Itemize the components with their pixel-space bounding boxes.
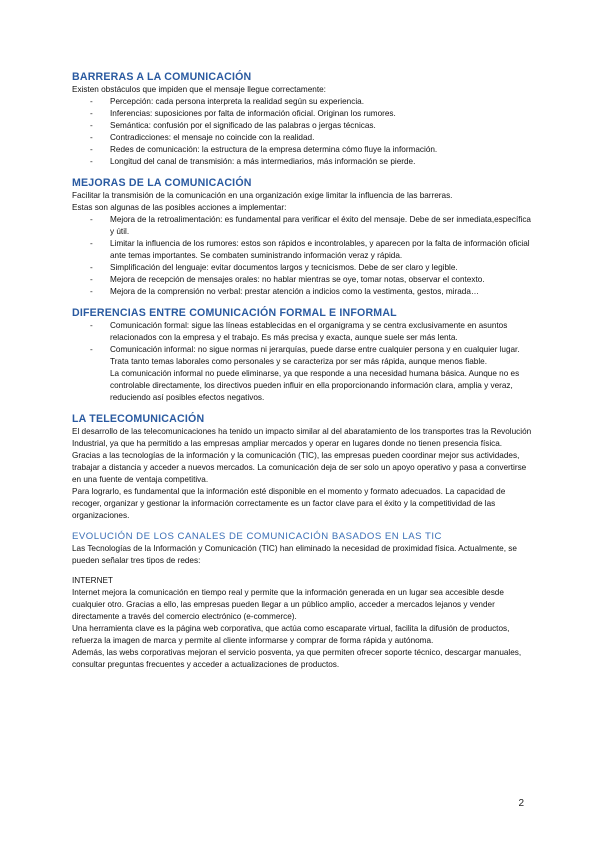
list-item: - Longitud del canal de transmisión: a más intermediarios, más información se pierde. <box>72 156 534 168</box>
list-item: - Contradicciones: el mensaje no coincide con la realidad. <box>72 132 534 144</box>
paragraph: Una herramienta clave es la página web corporativa, que actúa como escaparate virtual, facilita la difusión de productos, refuerza la imagen de marca y permite al cliente informarse y comprar de forma rápida y autónoma. <box>72 624 510 645</box>
section-title: BARRERAS A LA COMUNICACIÓN <box>72 71 252 83</box>
list-item: - Comunicación informal: no sigue normas ni jerarquías, puede darse entre cualquier persona y en cualquier lugar. Trata tanto temas laborales como personales y se caracteriza por ser más rápida, aunque menos fiable. <box>72 344 534 368</box>
section-title: MEJORAS DE LA COMUNICACIÓN <box>72 177 252 189</box>
section-title: DIFERENCIAS ENTRE COMUNICACIÓN FORMAL E INFORMAL <box>72 307 397 319</box>
paragraph: Internet mejora la comunicación en tiempo real y permite que la información generada en un lugar sea accesible desde cualquier otro. Gracias a ello, las empresas pueden llegar a un público amplio, acceder a mercados lejanos y vender directamente a través del comercio electrónico (e-commerce). <box>72 588 504 621</box>
page-number: 2 <box>518 798 524 809</box>
list-item: - Percepción: cada persona interpreta la realidad según su experiencia. <box>72 96 534 108</box>
section-telecomunicacion <box>72 412 534 522</box>
section-intro: Estas son algunas de las posibles acciones a implementar: <box>72 203 287 212</box>
section-barreras <box>72 70 534 168</box>
list-item: - Semántica: confusión por el significado de las palabras o jergas técnicas. <box>72 120 534 132</box>
list-item: - Simplificación del lenguaje: evitar documentos largos y tecnicismos. Debe de ser claro y legible. <box>72 262 534 274</box>
list-item: - Limitar la influencia de los rumores: estos son rápidos e incontrolables, y aparecen por la falta de información oficial ante temas importantes. Se combaten suministrando información veraz y rápida. <box>72 238 534 262</box>
section-diferencias <box>72 306 534 404</box>
section-evolucion <box>72 530 534 671</box>
paragraph: Para lograrlo, es fundamental que la información esté disponible en el momento y formato adecuados. La capacidad de recoger, organizar y gestionar la información correctamente es un factor clave para el éxito y la competitividad de las organizaciones. <box>72 487 506 520</box>
list-item: - Inferencias: suposiciones por falta de información oficial. Originan los rumores. <box>72 108 534 120</box>
paragraph: Las Tecnologías de la Información y Comunicación (TIC) han eliminado la necesidad de proximidad física. Actualmente, se pueden señalar tres tipos de redes: <box>72 544 517 565</box>
bullet-list <box>72 320 534 368</box>
list-item: - Redes de comunicación: la estructura de la empresa determina cómo fluye la información. <box>72 144 534 156</box>
list-item: - Mejora de recepción de mensajes orales: no hablar mientras se oye, tomar notas, observar el contexto. <box>72 274 534 286</box>
section-intro: Facilitar la transmisión de la comunicación en una organización exige limitar la influencia de las barreras. <box>72 191 453 200</box>
list-item: - Comunicación formal: sigue las líneas establecidas en el organigrama y se centra exclusivamente en asuntos relacionados con la empresa y el trabajo. Es más precisa y exacta, aunque suele ser más lenta. <box>72 320 534 344</box>
section-intro: Existen obstáculos que impiden que el mensaje llegue correctamente: <box>72 85 326 94</box>
internet-heading: INTERNET <box>72 576 113 585</box>
bullet-list <box>72 96 534 168</box>
document-page <box>72 70 534 679</box>
list-item: - Mejora de la comprensión no verbal: prestar atención a indicios como la vestimenta, gestos, mirada… <box>72 286 534 298</box>
paragraph: Además, las webs corporativas mejoran el servicio posventa, ya que permiten ofrecer soporte técnico, descargar manuales, consultar preguntas frecuentes y acceder a actualizaciones de productos. <box>72 648 522 669</box>
bullet-list <box>72 214 534 298</box>
list-item: - Mejora de la retroalimentación: es fundamental para verificar el éxito del mensaje. Debe de ser inmediata,específica y útil. <box>72 214 534 238</box>
section-title: LA TELECOMUNICACIÓN <box>72 413 205 425</box>
paragraph: El desarrollo de las telecomunicaciones ha tenido un impacto similar al del abaratamiento de los transportes tras la Revolución Industrial, ya que ha permitido a las empresas ampliar mercados y operar en lugares donde no tienen presencia física. <box>72 427 532 448</box>
paragraph: Gracias a las tecnologías de la información y la comunicación (TIC), las empresas pueden coordinar mejor sus actividades, trabajar a distancia y acceder a nuevos mercados. La comunicación deja de ser solo un apoyo operativo y pasa a convertirse en una fuente de ventaja competitiva. <box>72 451 527 484</box>
section-mejoras <box>72 176 534 298</box>
subsection-title: EVOLUCIÓN DE LOS CANALES DE COMUNICACIÓN BASADOS EN LAS TIC <box>72 531 442 542</box>
list-continuation: La comunicación informal no puede eliminarse, ya que responde a una necesidad humana básica. Aunque no es controlable directamente, los directivos pueden influir en ella proporcionando información clara, amplia y veraz, reduciendo así posibles efectos negativos. <box>110 369 520 402</box>
